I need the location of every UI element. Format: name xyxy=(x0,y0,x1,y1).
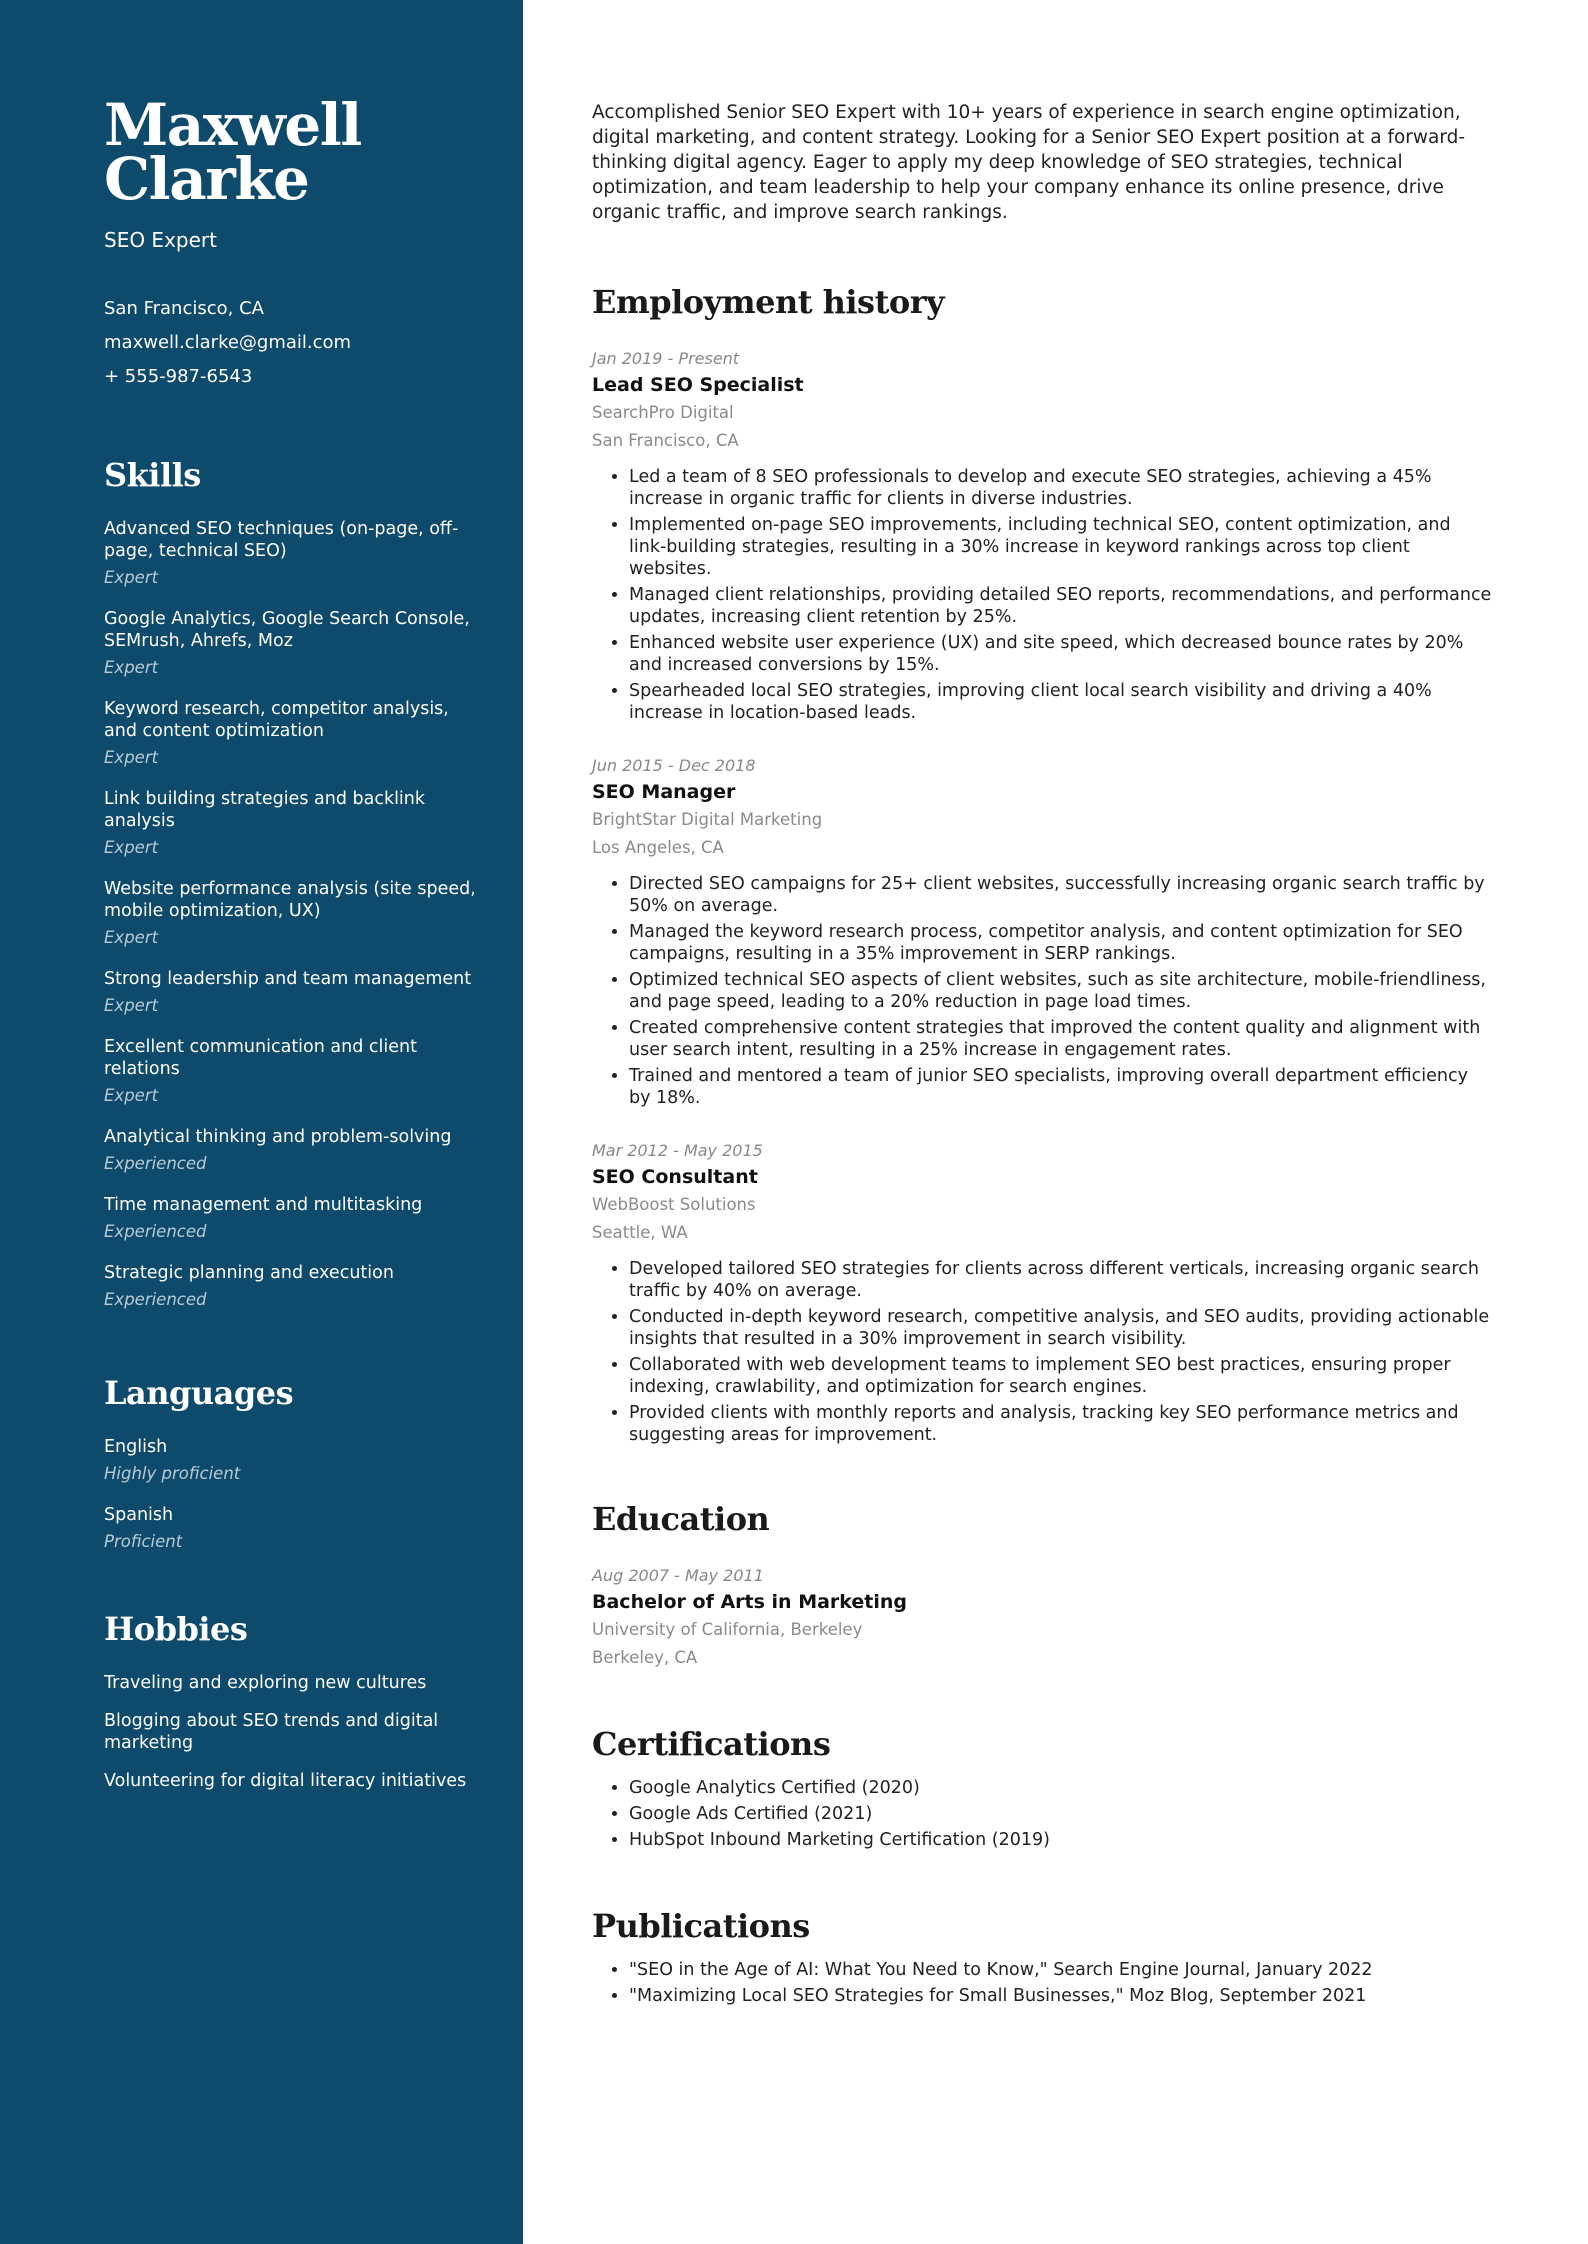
skill-item xyxy=(104,608,483,678)
job-bullet: • Created comprehensive content strategies that improved the content quality and alignment with user search intent, resulting in a 25% increase in engagement rates. xyxy=(629,1017,1492,1061)
job-role: SEO Manager xyxy=(592,781,736,803)
publication-item: • "SEO in the Age of AI: What You Need to Know," Search Engine Journal, January 2022 xyxy=(629,1959,1492,1981)
skill-name: Analytical thinking and problem-solving xyxy=(104,1127,452,1147)
skill-item xyxy=(104,698,483,768)
job-bullet: • Conducted in-depth keyword research, competitive analysis, and SEO audits, providing actionable insights that resulted in a 30% improvement in search visibility. xyxy=(629,1306,1492,1350)
job-company: BrightStar Digital Marketing xyxy=(592,810,823,829)
job-bullet: • Spearheaded local SEO strategies, improving client local search visibility and driving a 40% increase in location-based leads. xyxy=(629,680,1492,724)
skill-item xyxy=(104,968,483,1016)
language-level: Proficient xyxy=(104,1532,183,1551)
certifications-list xyxy=(592,1777,1492,1851)
job-role: Lead SEO Specialist xyxy=(592,374,804,396)
email-link[interactable]: maxwell.clarke@gmail.com xyxy=(104,332,352,353)
certifications-heading: Certifications xyxy=(592,1725,831,1763)
hobby-item: Traveling and exploring new cultures xyxy=(104,1673,427,1693)
skill-level: Experienced xyxy=(104,1222,207,1241)
main-content xyxy=(592,100,1492,2011)
job-company: SearchPro Digital xyxy=(592,403,734,422)
skill-level: Expert xyxy=(104,748,159,767)
language-item xyxy=(104,1436,483,1484)
publications-heading: Publications xyxy=(592,1907,810,1945)
education-school: University of California, Berkeley xyxy=(592,1620,863,1639)
skill-name: Website performance analysis (site speed, mobile optimization, UX) xyxy=(104,879,476,921)
hobby-item: Volunteering for digital literacy initiatives xyxy=(104,1771,467,1791)
skill-name: Google Analytics, Google Search Console, SEMrush, Ahrefs, Moz xyxy=(104,609,470,651)
job-bullet: • Developed tailored SEO strategies for clients across different verticals, increasing organic search traffic by 40% on average. xyxy=(629,1258,1492,1302)
skill-name: Strong leadership and team management xyxy=(104,969,472,989)
job-bullet: • Enhanced website user experience (UX) and site speed, which decreased bounce rates by 20% and increased conversions by 15%. xyxy=(629,632,1492,676)
languages-heading: Languages xyxy=(104,1374,294,1412)
skill-item xyxy=(104,1126,483,1174)
job-entry xyxy=(592,349,1492,724)
contact-info xyxy=(104,292,483,394)
skill-level: Expert xyxy=(104,568,159,587)
job-bullet: • Directed SEO campaigns for 25+ client websites, successfully increasing organic search traffic by 50% on average. xyxy=(629,873,1492,917)
languages-list xyxy=(104,1436,483,1552)
last-name: Clarke xyxy=(104,145,309,213)
job-company: WebBoost Solutions xyxy=(592,1195,756,1214)
skills-heading: Skills xyxy=(104,456,201,494)
skill-name: Excellent communication and client relations xyxy=(104,1037,417,1079)
skill-name: Link building strategies and backlink analysis xyxy=(104,789,426,831)
job-bullet: • Managed the keyword research process, competitor analysis, and content optimization for SEO campaigns, resulting in a 35% improvement in SERP rankings. xyxy=(629,921,1492,965)
skill-level: Expert xyxy=(104,838,159,857)
skill-item xyxy=(104,1194,483,1242)
skill-name: Time management and multitasking xyxy=(104,1195,423,1215)
profile-summary: Accomplished Senior SEO Expert with 10+ years of experience in search engine optimization, digital marketing, and content strategy. Looking for a Senior SEO Expert position at a forward-thinking digital agency. Eager to apply my deep knowledge of SEO strategies, technical optimization, and team leadership to help your company enhance its online presence, drive organic traffic, and improve search rankings. xyxy=(592,102,1466,223)
skill-level: Expert xyxy=(104,996,159,1015)
location-text: San Francisco, CA xyxy=(104,298,264,319)
skill-level: Experienced xyxy=(104,1154,207,1173)
education-degree: Bachelor of Arts in Marketing xyxy=(592,1591,908,1613)
skill-item xyxy=(104,1262,483,1310)
skill-name: Advanced SEO techniques (on-page, off-page, technical SEO) xyxy=(104,519,459,561)
job-entry xyxy=(592,756,1492,1109)
skill-level: Expert xyxy=(104,1086,159,1105)
employment-heading: Employment history xyxy=(592,283,945,321)
hobbies-list xyxy=(104,1672,483,1792)
certification-item: • Google Ads Certified (2021) xyxy=(629,1803,1492,1825)
sidebar xyxy=(0,0,523,2244)
job-bullet: • Implemented on-page SEO improvements, including technical SEO, content optimization, and link-building strategies, resulting in a 30% increase in keyword rankings across top client websites. xyxy=(629,514,1492,580)
skill-item xyxy=(104,518,483,588)
language-level: Highly proficient xyxy=(104,1464,241,1483)
job-bullets xyxy=(592,873,1492,1109)
job-bullets xyxy=(592,1258,1492,1446)
education-entry xyxy=(592,1566,1492,1669)
skill-name: Keyword research, competitor analysis, and content optimization xyxy=(104,699,449,741)
job-role: SEO Consultant xyxy=(592,1166,758,1188)
job-bullet: • Managed client relationships, providing detailed SEO reports, recommendations, and performance updates, increasing client retention by 25%. xyxy=(629,584,1492,628)
publication-item: • "Maximizing Local SEO Strategies for Small Businesses," Moz Blog, September 2021 xyxy=(629,1985,1492,2007)
skill-level: Expert xyxy=(104,658,159,677)
candidate-name xyxy=(104,91,483,213)
certification-item: • Google Analytics Certified (2020) xyxy=(629,1777,1492,1799)
job-location: San Francisco, CA xyxy=(592,431,739,450)
language-name: Spanish xyxy=(104,1505,174,1525)
job-date: Jun 2015 - Dec 2018 xyxy=(592,756,756,775)
skill-item xyxy=(104,1036,483,1106)
skill-item xyxy=(104,878,483,948)
skill-item xyxy=(104,788,483,858)
job-date: Mar 2012 - May 2015 xyxy=(592,1141,763,1160)
job-entry xyxy=(592,1141,1492,1446)
job-bullet: • Trained and mentored a team of junior SEO specialists, improving overall department efficiency by 18%. xyxy=(629,1065,1492,1109)
job-bullet: • Optimized technical SEO aspects of client websites, such as site architecture, mobile-friendliness, and page speed, leading to a 20% reduction in page load times. xyxy=(629,969,1492,1013)
job-title: SEO Expert xyxy=(104,228,217,252)
language-item xyxy=(104,1504,483,1552)
language-name: English xyxy=(104,1437,168,1457)
phone-text: + 555-987-6543 xyxy=(104,366,253,387)
skill-name: Strategic planning and execution xyxy=(104,1263,394,1283)
hobbies-heading: Hobbies xyxy=(104,1610,248,1648)
skill-level: Experienced xyxy=(104,1290,207,1309)
job-bullets xyxy=(592,466,1492,724)
hobby-item: Blogging about SEO trends and digital marketing xyxy=(104,1711,439,1753)
job-location: Seattle, WA xyxy=(592,1223,688,1242)
education-heading: Education xyxy=(592,1500,770,1538)
certification-item: • HubSpot Inbound Marketing Certification (2019) xyxy=(629,1829,1492,1851)
job-location: Los Angeles, CA xyxy=(592,838,724,857)
publications-list xyxy=(592,1959,1492,2007)
first-name: Maxwell xyxy=(104,91,361,159)
education-date: Aug 2007 - May 2011 xyxy=(592,1566,764,1585)
job-date: Jan 2019 - Present xyxy=(592,349,740,368)
skills-list xyxy=(104,518,483,1310)
skill-level: Expert xyxy=(104,928,159,947)
job-bullet: • Provided clients with monthly reports and analysis, tracking key SEO performance metrics and suggesting areas for improvement. xyxy=(629,1402,1492,1446)
job-bullet: • Collaborated with web development teams to implement SEO best practices, ensuring proper indexing, crawlability, and optimization for search engines. xyxy=(629,1354,1492,1398)
job-bullet: • Led a team of 8 SEO professionals to develop and execute SEO strategies, achieving a 45% increase in organic traffic for clients in diverse industries. xyxy=(629,466,1492,510)
education-location: Berkeley, CA xyxy=(592,1648,698,1667)
